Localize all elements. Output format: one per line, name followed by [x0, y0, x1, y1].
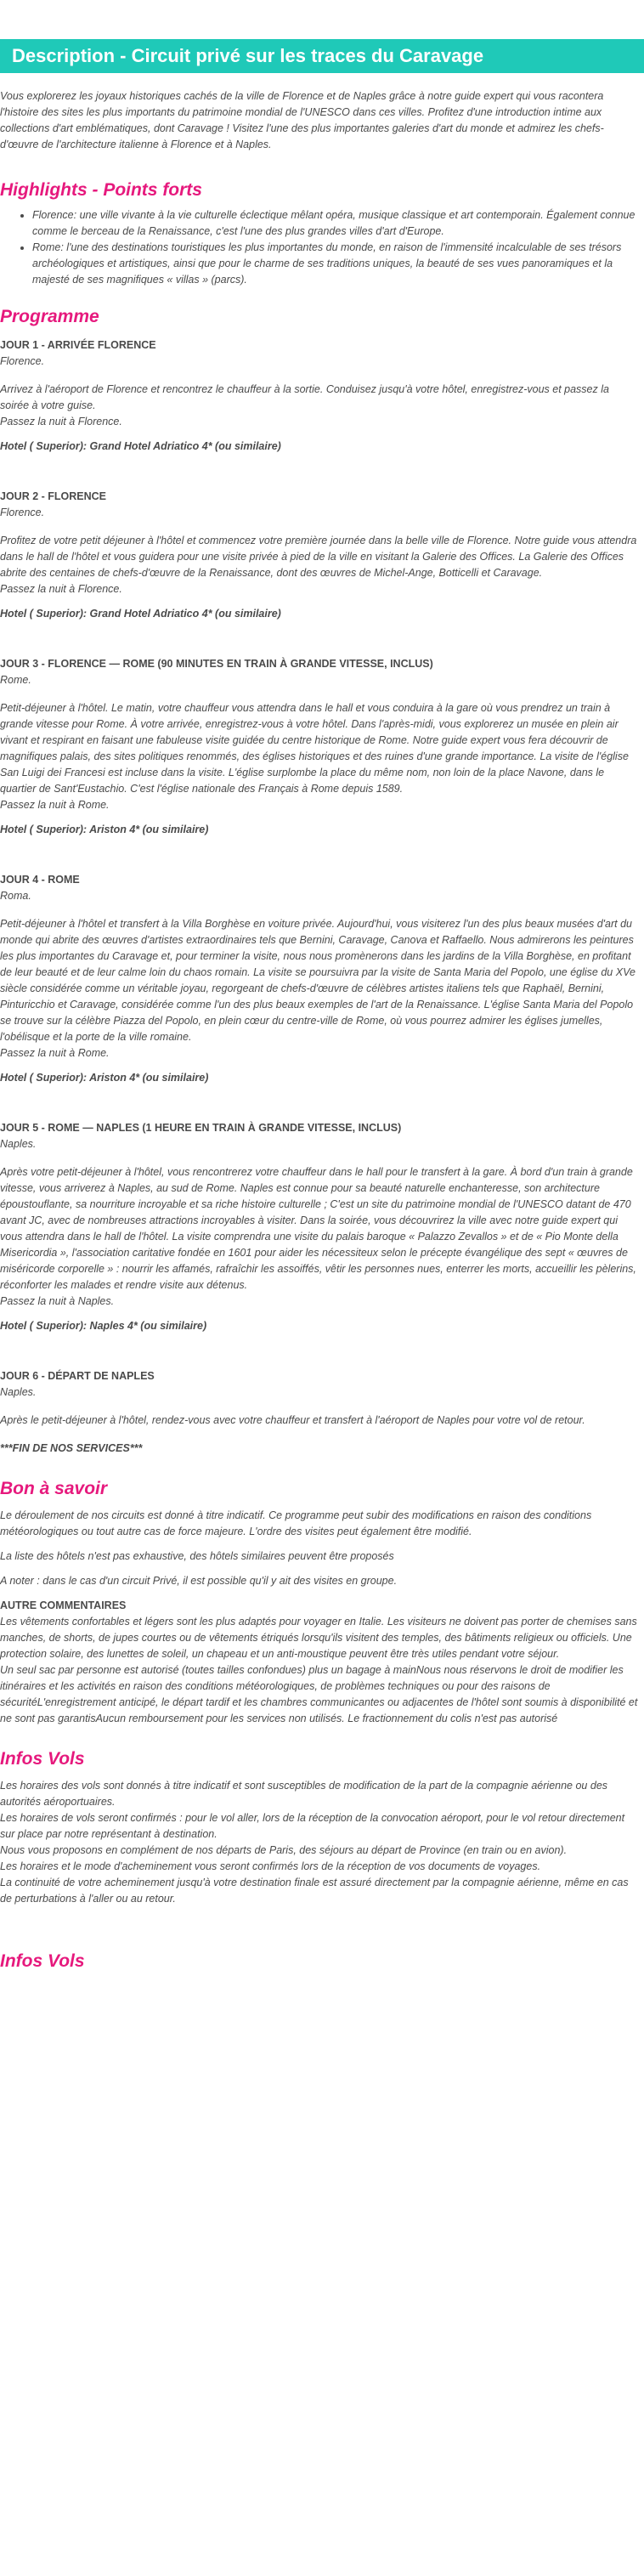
day-night: Passez la nuit à Florence.: [0, 416, 122, 427]
highlight-item: • Florence: une ville vivante à la vie culturelle éclectique mêlant opéra, musique classique et art contemporain. Également connue comme le berceau de la Renaissance, c'est l'une des plus grandes villes d'art d'Europe.: [32, 207, 641, 240]
day-section: [0, 656, 641, 838]
highlight-item: • Rome: l'une des destinations touristiques les plus importantes du monde, en raison de l'immensité incalculable de ses trésors archéologiques et artistiques, ainsi que pour le charme de ses traditions uniques, la beauté de ses vues panoramiques et la majesté de ses magnifiques « villas » (parcs).: [32, 240, 641, 288]
day-title: JOUR 6 - DÉPART DE NAPLES: [0, 1370, 155, 1382]
day-night: Passez la nuit à Naples.: [0, 1295, 115, 1307]
day-title: JOUR 4 - ROME: [0, 874, 80, 886]
day-text: Profitez de votre petit déjeuner à l'hôtel et commencez votre première journée dans la belle ville de Florence. Notre guide vous attendra dans le hall de l'hôtel et vous guidera pour une visite privée à pied de la ville en visitant la Galerie des Offices. La Galerie des Offices abrite des centaines de chefs-d'œuvre de la Renaissance, dont des œuvres de Michel-Ange, Botticelli et Caravage.: [0, 535, 637, 579]
infos-vols-line: Les horaires de vols seront confirmés : pour le vol aller, lors de la réception de la convocation aéroport, pour le vol retour directement sur place par notre représentant à destination.: [0, 1812, 625, 1840]
highlights-heading: Highlights - Points forts: [0, 180, 202, 200]
day-section: [0, 1368, 641, 1457]
day-title: JOUR 2 - FLORENCE: [0, 490, 107, 502]
day-section: [0, 489, 641, 622]
day-text: Petit-déjeuner à l'hôtel et transfert à la Villa Borghèse en voiture privée. Aujourd'hui, vous visiterez l'un des plus beaux musées d'art du monde qui abrite des œuvres d'artistes extraordinaires tels que Bernini, Caravage, Canova et Raffaello. Nous admirerons les peintures les plus importantes du Caravage et, pour terminer la visite, nous nous promènerons dans les jardins de la Villa Borghèse, en profitant de leur beauté et de leur calme loin du chaos romain. La visite se poursuivra par la visite de Santa Maria del Popolo, une église du XVe siècle considérée comme un véritable joyau, regorgeant de chefs-d'œuvre de célèbres artistes italiens tels que Raphaël, Bernini, Pinturicchio et Caravage, considérée comme l'un des plus beaux exemples de l'art de la Renaissance. L'église Santa Maria del Popolo se trouve sur la célèbre Piazza del Popolo, en plein cœur du centre-ville de Rome, où vous pourrez admirer les églises jumelles, l'obélisque et la porte de la ville romaine.: [0, 918, 636, 1043]
day-hotel: Hotel ( Superior): Ariston 4* (ou similaire): [0, 824, 209, 835]
main-content: [0, 88, 641, 1973]
bon-a-savoir-p1: Le déroulement de nos circuits est donné à titre indicatif. Ce programme peut subir des modifications en raison des conditions météorologiques ou tout autre cas de force majeure. L'ordre des visites peut également être modifié.: [0, 1509, 592, 1537]
intro-paragraph: Vous explorerez les joyaux historiques cachés de la ville de Florence et de Naples grâce à notre guide expert qui vous racontera l'histoire des sites les plus importants du patrimoine mondial de l'UNESCO dans ces villes. Profitez d'une introduction intime aux collections d'art emblématiques, dont Caravage ! Visitez l'une des plus importantes galeries d'art du monde et admirez les chefs-d'œuvre de l'architecture italienne à Florence et à Naples.: [0, 90, 604, 150]
infos-vols-line: Les horaires des vols sont donnés à titre indicatif et sont susceptibles de modification de la part de la compagnie aérienne ou des autorités aéroportuaires.: [0, 1780, 608, 1808]
day-city: Roma.: [0, 890, 31, 902]
day-title: JOUR 5 - ROME — NAPLES (1 HEURE EN TRAIN À GRANDE VITESSE, INCLUS): [0, 1122, 402, 1134]
day-city: Naples.: [0, 1138, 37, 1150]
day-hotel: Hotel ( Superior): Ariston 4* (ou similaire): [0, 1072, 209, 1084]
infos-vols-list: [0, 1778, 641, 1907]
title-bar: [0, 39, 644, 73]
infos-vols-line: Les horaires et le mode d'acheminement vous seront confirmés lors de la réception de vos documents de voyages.: [0, 1860, 541, 1872]
day-section: [0, 337, 641, 455]
day-hotel: Hotel ( Superior): Naples 4* (ou similaire): [0, 1320, 207, 1332]
infos-vols-line: Nous vous proposons en complément de nos départs de Paris, des séjours au départ de Province (en train ou en avion).: [0, 1844, 568, 1856]
other-comments-p1: Les vêtements confortables et légers sont les plus adaptés pour voyager en Italie. Les visiteurs ne doivent pas porter de chemises sans manches, de shorts, de jupes courtes ou de vêtements étriqués lorsqu'ils visitent des temples, des bâtiments religieux ou officiels. Une protection solaire, des lunettes de soleil, un chapeau et un anti-moustique peuvent être très utiles pendant votre séjour.: [0, 1616, 637, 1660]
day-city: Rome.: [0, 674, 31, 686]
day-title: JOUR 1 - ARRIVÉE FLORENCE: [0, 339, 156, 351]
day-text: Après votre petit-déjeuner à l'hôtel, vous rencontrerez votre chauffeur dans le hall pour le transfert à la gare. À bord d'un train à grande vitesse, vous arriverez à Naples, au sud de Rome. Naples est connue pour sa beauté naturelle enchanteresse, son architecture époustouflante, sa nourriture incroyable et sa riche histoire culturelle ; C'est un site du patrimoine mondial de l'UNESCO datant de 470 avant JC, avec de nombreuses attractions incroyables à visiter. Dans la soirée, vous découvrirez la ville avec notre guide expert qui vous attendra dans le hall de l'hôtel. La visite comprendra une visite du palais baroque « Palazzo Zevallos » et de « Pio Monte della Misericordia », l'association caritative fondée en 1601 pour aider les nécessiteux selon le précepte évangélique des sept « œuvres de miséricorde corporelle » : nourrir les affamés, rafraîchir les assoiffés, vêtir les personnes nues, enterrer les morts, accueillir les pèlerins, réconforter les malades et rendre visite aux détenus.: [0, 1166, 636, 1291]
day-text: Petit-déjeuner à l'hôtel. Le matin, votre chauffeur vous attendra dans le hall et vous conduira à la gare où vous prendrez un train à grande vitesse pour Rome. À votre arrivée, enregistrez-vous à votre hôtel. Dans l'après-midi, vous explorerez un musée en plein air vivant et respirant en faisant une fabuleuse visite guidée du centre historique de Rome. Notre guide expert vous fera découvrir de magnifiques palais, des sites politiques renommés, des églises historiques et des ruines d'une grande importance. La visite de l'église San Luigi dei Francesi est incluse dans la visite. L'église surplombe la place du même nom, non loin de la place Navone, dans le quartier de Sant'Eustachio. C'est l'église nationale des Français à Rome depuis 1589.: [0, 702, 629, 795]
infos-vols-heading-2: Infos Vols: [0, 1951, 85, 1971]
other-comments-title: AUTRE COMMENTAIRES: [0, 1599, 127, 1611]
day-night: Passez la nuit à Rome.: [0, 1047, 110, 1059]
day-text: Après le petit-déjeuner à l'hôtel, rendez-vous avec votre chauffeur et transfert à l'aéroport de Naples pour votre vol de retour.: [0, 1414, 585, 1426]
other-comments-p2: Un seul sac par personne est autorisé (toutes tailles confondues) plus un bagage à mainNous nous réservons le droit de modifier les itinéraires et les activités en raison des conditions météorologiques, de problèmes techniques ou pour des raisons de sécuritéL'enregistrement anticipé, le départ tardif et les chambres communicantes ou adjacentes de l'hôtel sont soumis à disponibilité et ne sont pas garantisAucun remboursement pour les services non utilisés. Le fractionnement du colis n'est pas autorisé: [0, 1664, 638, 1724]
day-hotel: Hotel ( Superior): Grand Hotel Adriatico 4* (ou similaire): [0, 440, 281, 452]
bon-a-savoir-p2: La liste des hôtels n'est pas exhaustive, des hôtels similaires peuvent être proposés: [0, 1550, 394, 1562]
bon-a-savoir-heading: Bon à savoir: [0, 1479, 108, 1498]
page-title: Description - Circuit privé sur les traces du Caravage: [12, 45, 484, 66]
day-night: Passez la nuit à Rome.: [0, 799, 110, 811]
infos-vols-line: La continuité de votre acheminement jusqu'à votre destination finale est assuré directement par la compagnie aérienne, même en cas de perturbations à l'aller ou au retour.: [0, 1877, 629, 1905]
day-city: Naples.: [0, 1386, 37, 1398]
day-night: Passez la nuit à Florence.: [0, 583, 122, 595]
day-section: [0, 872, 641, 1086]
end-of-services: ***FIN DE NOS SERVICES***: [0, 1442, 143, 1454]
highlights-list: [0, 207, 641, 288]
day-text: Arrivez à l'aéroport de Florence et rencontrez le chauffeur à la sortie. Conduisez jusqu'à votre hôtel, enregistrez-vous et passez la soirée à votre guise.: [0, 383, 609, 411]
day-title: JOUR 3 - FLORENCE — ROME (90 MINUTES EN TRAIN À GRANDE VITESSE, INCLUS): [0, 658, 433, 670]
day-section: [0, 1120, 641, 1334]
programme-heading: Programme: [0, 307, 99, 326]
day-city: Florence.: [0, 507, 45, 518]
day-hotel: Hotel ( Superior): Grand Hotel Adriatico 4* (ou similaire): [0, 608, 281, 620]
infos-vols-heading: Infos Vols: [0, 1749, 85, 1769]
day-city: Florence.: [0, 355, 45, 367]
bon-a-savoir-p3: A noter : dans le cas d'un circuit Privé, il est possible qu'il y ait des visites en groupe.: [0, 1575, 398, 1587]
